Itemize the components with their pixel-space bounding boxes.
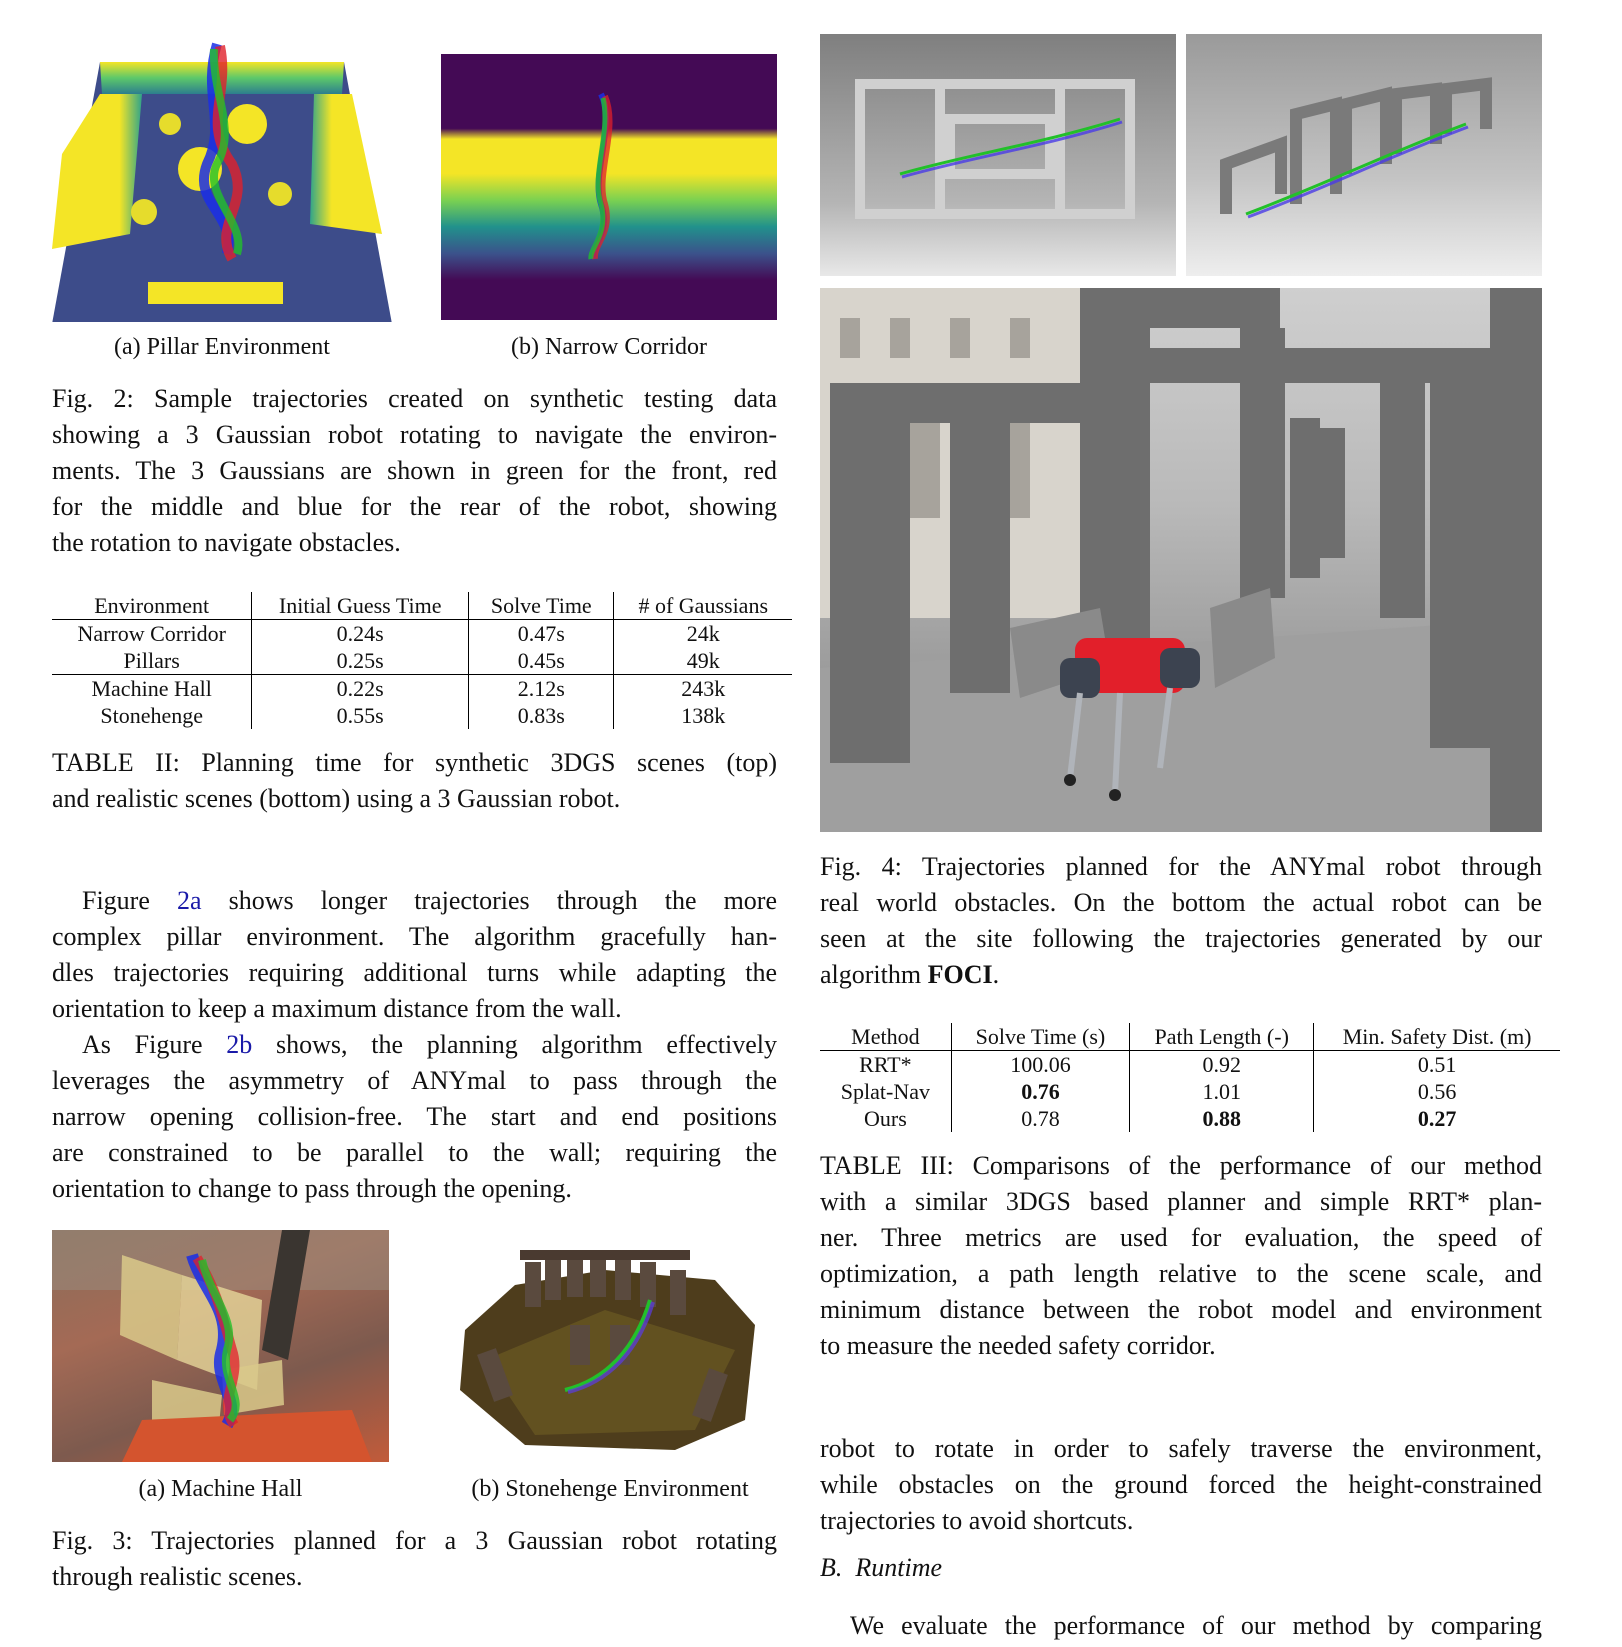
- table-cell: Narrow Corridor: [77, 621, 226, 646]
- caption-line: through realistic scenes.: [52, 1562, 303, 1591]
- caption-line: TABLE II: Planning time for synthetic 3DGS scenes (top): [52, 748, 777, 777]
- body-right-last-line: [820, 1608, 1542, 1644]
- caption-line: ner. Three metrics are used for evaluation, the speed of: [820, 1223, 1542, 1252]
- caption-line: for the middle and blue for the rear of the robot, showing: [52, 492, 777, 521]
- caption-line: Fig. 2: Sample trajectories created on synthetic testing data: [52, 384, 777, 413]
- table-cell: 0.24s: [252, 620, 469, 648]
- fig2a-link[interactable]: 2a: [176, 886, 202, 915]
- paragraph-line: narrow opening collision-free. The start and end positions: [52, 1102, 777, 1131]
- paragraph-line: dles trajectories requiring additional turns while adapting the: [52, 958, 777, 987]
- fig2b-subcaption: (b) Narrow Corridor: [511, 334, 707, 360]
- table-row: [820, 1105, 1560, 1132]
- table-cell: 0.51: [1314, 1051, 1560, 1079]
- table-cell: 0.76: [951, 1078, 1129, 1105]
- fig3a-subcaption: (a) Machine Hall: [138, 1476, 303, 1502]
- table-cell: 243k: [614, 675, 792, 703]
- table-header: Solve Time: [469, 592, 614, 620]
- fig4-anymal-photo: [820, 288, 1542, 832]
- table-cell: 1.01: [1130, 1078, 1314, 1105]
- table-header: Solve Time (s): [951, 1023, 1129, 1051]
- body-right: [820, 1431, 1542, 1539]
- fig3b-stonehenge-image: [445, 1240, 765, 1456]
- table-cell: 0.47s: [469, 620, 614, 648]
- table-cell: 24k: [614, 620, 792, 648]
- table-cell: Stonehenge: [100, 703, 203, 728]
- table-cell: Pillars: [52, 647, 252, 675]
- caption-line: the rotation to navigate obstacles.: [52, 528, 401, 557]
- table-cell: 0.22s: [252, 675, 469, 703]
- table-cell: Machine Hall: [91, 676, 212, 701]
- table-header: # of Gaussians: [614, 592, 792, 620]
- table-cell: 0.78: [951, 1105, 1129, 1132]
- table-cell: 2.12s: [469, 675, 614, 703]
- fig2-caption: [52, 381, 777, 561]
- table2-caption: [52, 745, 777, 817]
- caption-line: Fig. 3: Trajectories planned for a 3 Gaussian robot rotating: [52, 1526, 777, 1555]
- table-cell: 100.06: [951, 1051, 1129, 1079]
- caption-line: TABLE III: Comparisons of the performance of our method: [820, 1151, 1542, 1180]
- caption-line: seen at the site following the trajectories generated by our: [820, 924, 1542, 953]
- paragraph-line: while obstacles on the ground forced the height-constrained: [820, 1470, 1542, 1499]
- paragraph-line: Figure 2a shows longer trajectories through the more: [82, 886, 777, 915]
- paragraph-line: robot to rotate in order to safely traverse the environment,: [820, 1434, 1542, 1463]
- fig2a-pillar-image: [52, 34, 392, 322]
- fig3-caption: [52, 1523, 777, 1595]
- caption-line: and realistic scenes (bottom) using a 3 Gaussian robot.: [52, 784, 621, 813]
- caption-line: optimization, a path length relative to the scene scale, and: [820, 1259, 1542, 1288]
- table-3: [820, 1023, 1560, 1132]
- table-row: [820, 1051, 1560, 1079]
- caption-line: Fig. 4: Trajectories planned for the ANYmal robot through: [820, 852, 1542, 881]
- table-cell: Ours: [863, 1106, 907, 1131]
- caption-line: minimum distance between the robot model and environment: [820, 1295, 1542, 1324]
- caption-line: to measure the needed safety corridor.: [820, 1331, 1216, 1360]
- table-row: [52, 702, 792, 729]
- table-header: Method: [820, 1023, 951, 1051]
- table-row: [52, 647, 792, 675]
- caption-line: ments. The 3 Gaussians are shown in green for the front, red: [52, 456, 777, 485]
- table-cell: Splat-Nav: [840, 1079, 930, 1104]
- table-header: Environment: [52, 592, 252, 620]
- table-row: [52, 675, 792, 703]
- table-cell: 49k: [614, 647, 792, 675]
- table-2: [52, 592, 792, 729]
- table-row: [52, 620, 792, 648]
- table-cell: 0.83s: [469, 702, 614, 729]
- section-heading: B. Runtime: [820, 1553, 943, 1582]
- paragraph-line: orientation to change to pass through the opening.: [52, 1174, 572, 1203]
- caption-line: real world obstacles. On the bottom the actual robot can be: [820, 888, 1542, 917]
- table-header: Initial Guess Time: [252, 592, 469, 620]
- table-row: [820, 1078, 1560, 1105]
- fig2b-corridor-image: [441, 54, 777, 320]
- fig4-topdown-map-image: [820, 34, 1176, 276]
- table-header: Path Length (-): [1130, 1023, 1314, 1051]
- caption-line: showing a 3 Gaussian robot rotating to navigate the environ-: [52, 420, 777, 449]
- table-cell: 0.56: [1314, 1078, 1560, 1105]
- method-name-foci: FOCI: [927, 960, 993, 989]
- caption-line: with a similar 3DGS based planner and simple RRT* plan-: [820, 1187, 1542, 1216]
- body-left: [52, 883, 777, 1207]
- table-cell: 0.92: [1130, 1051, 1314, 1079]
- fig2b-link[interactable]: 2b: [226, 1030, 253, 1059]
- table-cell: RRT*: [859, 1052, 912, 1077]
- paragraph-line: We evaluate the performance of our method by comparing: [850, 1611, 1542, 1640]
- paragraph-line: orientation to keep a maximum distance from the wall.: [52, 994, 622, 1023]
- paragraph-line: complex pillar environment. The algorithm gracefully han-: [52, 922, 777, 951]
- table3-caption: [820, 1148, 1542, 1364]
- paragraph-line: leverages the asymmetry of ANYmal to pass through the: [52, 1066, 777, 1095]
- paragraph-line: are constrained to be parallel to the wall; requiring the: [52, 1138, 777, 1167]
- table-cell: 0.27: [1314, 1105, 1560, 1132]
- fig2a-subcaption: (a) Pillar Environment: [114, 334, 330, 360]
- table-cell: 0.55s: [252, 702, 469, 729]
- table-cell: 0.88: [1130, 1105, 1314, 1132]
- caption-line: algorithm FOCI.: [820, 960, 1000, 989]
- paragraph-line: As Figure 2b shows, the planning algorithm effectively: [82, 1030, 777, 1059]
- fig3b-subcaption: (b) Stonehenge Environment: [471, 1476, 749, 1502]
- paragraph-line: trajectories to avoid shortcuts.: [820, 1506, 1134, 1535]
- table-cell: 138k: [614, 702, 792, 729]
- fig4-perspective-map-image: [1186, 34, 1542, 276]
- table-cell: 0.45s: [469, 647, 614, 675]
- table-cell: 0.25s: [252, 647, 469, 675]
- table-header: Min. Safety Dist. (m): [1314, 1023, 1560, 1051]
- fig3a-machine-hall-image: [52, 1230, 389, 1462]
- fig4-caption: [820, 849, 1542, 993]
